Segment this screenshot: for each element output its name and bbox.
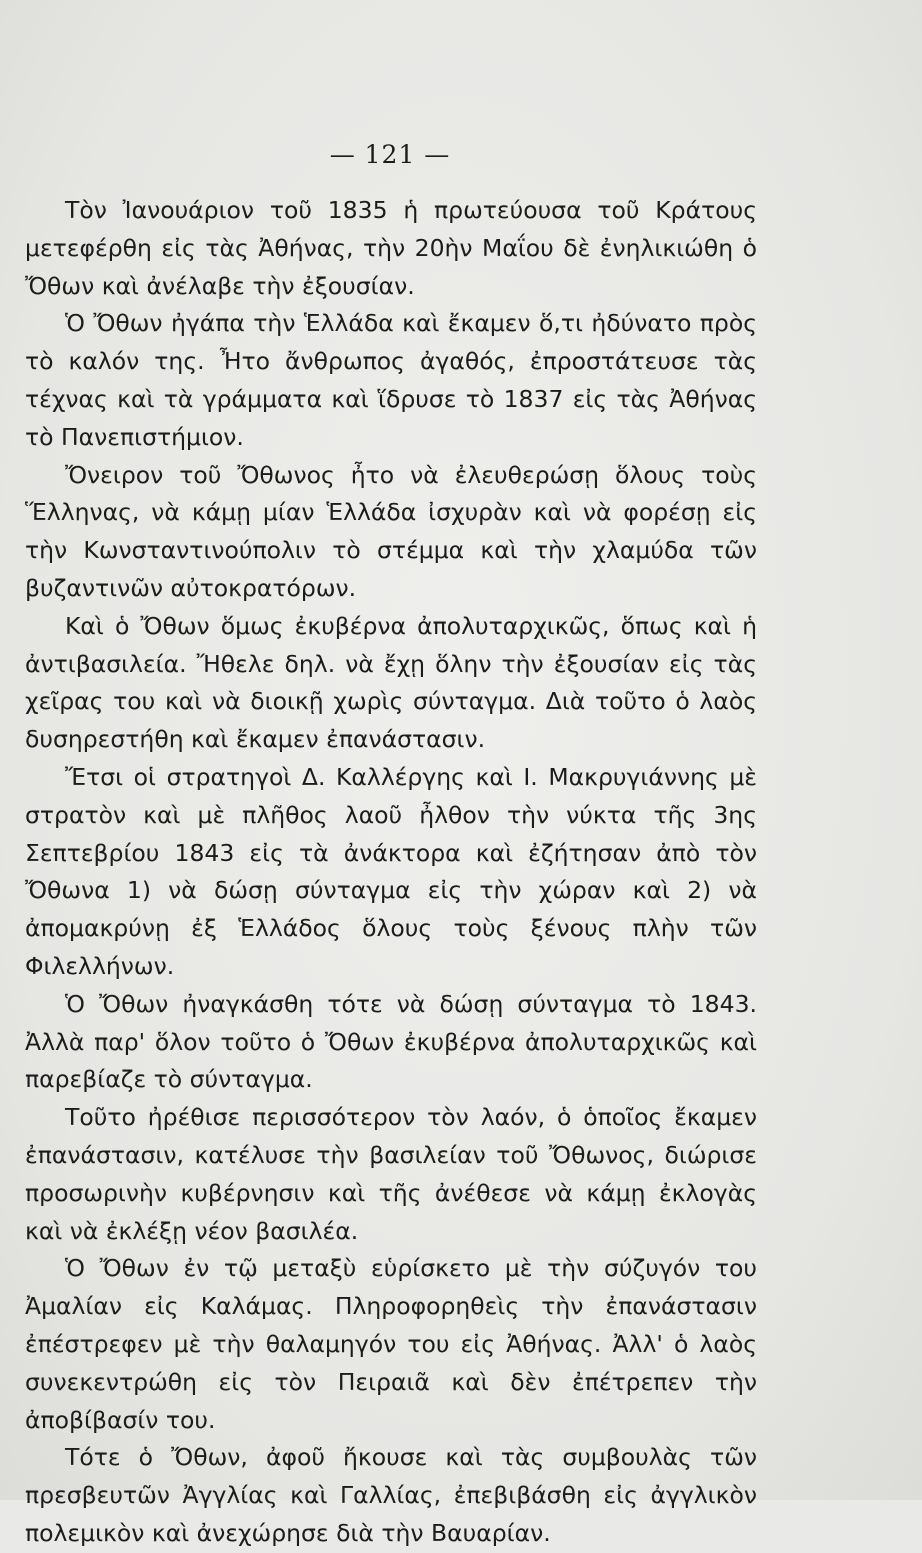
- paragraph: Ὄνειρον τοῦ Ὄθωνος ἦτο νὰ ἐλευθερώσῃ ὅλους τοὺς Ἕλληνας, νὰ κάμῃ μίαν Ἑλλάδα ἰσχυρὰν καὶ νὰ φορέσῃ εἰς τὴν Κωνσταντινούπολιν τὸ στέμμα καὶ τὴν χλαμύδα τῶν βυζαντινῶν αὐτοκρατόρων.: [25, 460, 757, 602]
- paragraph: Ὁ Ὄθων ἠναγκάσθη τότε νὰ δώσῃ σύνταγμα τὸ 1843. Ἀλλὰ παρ' ὅλον τοῦτο ὁ Ὄθων ἐκυβέρνα ἀπολυταρχικῶς καὶ παρεβίαζε τὸ σύνταγμα.: [25, 989, 757, 1094]
- paragraph: Τοῦτο ἠρέθισε περισσότερον τὸν λαόν, ὁ ὁποῖος ἔκαμεν ἐπανάστασιν, κατέλυσε τὴν βασιλείαν τοῦ Ὄθωνος, διώρισε προσωρινὴν κυβέρνησιν καὶ τῆς ἀνέθεσε νὰ κάμῃ ἐκλογὰς καὶ νὰ ἐκλέξῃ νέον βασιλέα.: [25, 1103, 757, 1245]
- paragraph: Ὁ Ὄθων ἠγάπα τὴν Ἑλλάδα καὶ ἔκαμεν ὅ,τι ἠδύνατο πρὸς τὸ καλόν της. Ἦτο ἄνθρωπος ἀγαθός, ἐπροστάτευσε τὰς τέχνας καὶ τὰ γράμματα καὶ ἵδρυσε τὸ 1837 εἰς τὰς Ἀθήνας τὸ Πανεπιστήμιον.: [25, 309, 757, 451]
- page-number: — 121 —: [329, 140, 451, 169]
- paragraph: Τὸν Ἰανουάριον τοῦ 1835 ἡ πρωτεύουσα τοῦ Κράτους μετεφέρθη εἰς τὰς Ἀθήνας, τὴν 20ὴν Μαΐου δὲ ἐνηλικιώθη ὁ Ὄθων καὶ ἀνέλαβε τὴν ἐξουσίαν.: [25, 196, 757, 300]
- paragraph: Τότε ὁ Ὄθων, ἀφοῦ ἤκουσε καὶ τὰς συμβουλὰς τῶν πρεσβευτῶν Ἀγγλίας καὶ Γαλλίας, ἐπεβιβάσθη εἰς ἀγγλικὸν πολεμικὸν καὶ ἀνεχώρησε διὰ τὴν Βαυαρίαν.: [25, 1443, 757, 1547]
- body-text: [25, 192, 757, 1553]
- paragraph: Ὁ Ὄθων ἐν τῷ μεταξὺ εὑρίσκετο μὲ τὴν σύζυγόν του Ἀμαλίαν εἰς Καλάμας. Πληροφορηθεὶς τὴν ἐπανάστασιν ἐπέστρεφεν μὲ τὴν θαλαμηγόν του εἰς Ἀθήνας. Ἀλλ' ὁ λαὸς συνεκεντρώθη εἰς τὸν Πειραιᾶ καὶ δὲν ἐπέτρεπεν τὴν ἀποβίβασίν του.: [25, 1254, 757, 1434]
- paragraph: Ἔτσι οἱ στρατηγοὶ Δ. Καλλέργης καὶ Ι. Μακρυγιάννης μὲ στρατὸν καὶ μὲ πλῆθος λαοῦ ἦλθον τὴν νύκτα τῆς 3ης Σεπτεβρίου 1843 εἰς τὰ ἀνάκτορα καὶ ἐζήτησαν ἀπὸ τὸν Ὄθωνα 1) νὰ δώσῃ σύνταγμα εἰς τὴν χώραν καὶ 2) νὰ ἀπομακρύνῃ ἐξ Ἑλλάδος ὅλους τοὺς ξένους πλὴν τῶν Φιλελλήνων.: [25, 762, 757, 980]
- paragraph: Καὶ ὁ Ὄθων ὅμως ἐκυβέρνα ἀπολυταρχικῶς, ὅπως καὶ ἡ ἀντιβασιλεία. Ἤθελε δηλ. νὰ ἔχῃ ὅλην τὴν ἐξουσίαν εἰς τὰς χεῖρας του καὶ νὰ διοικῇ χωρὶς σύνταγμα. Διὰ τοῦτο ὁ λαὸς δυσηρεστήθη καὶ ἔκαμεν ἐπανάστασιν.: [25, 611, 757, 754]
